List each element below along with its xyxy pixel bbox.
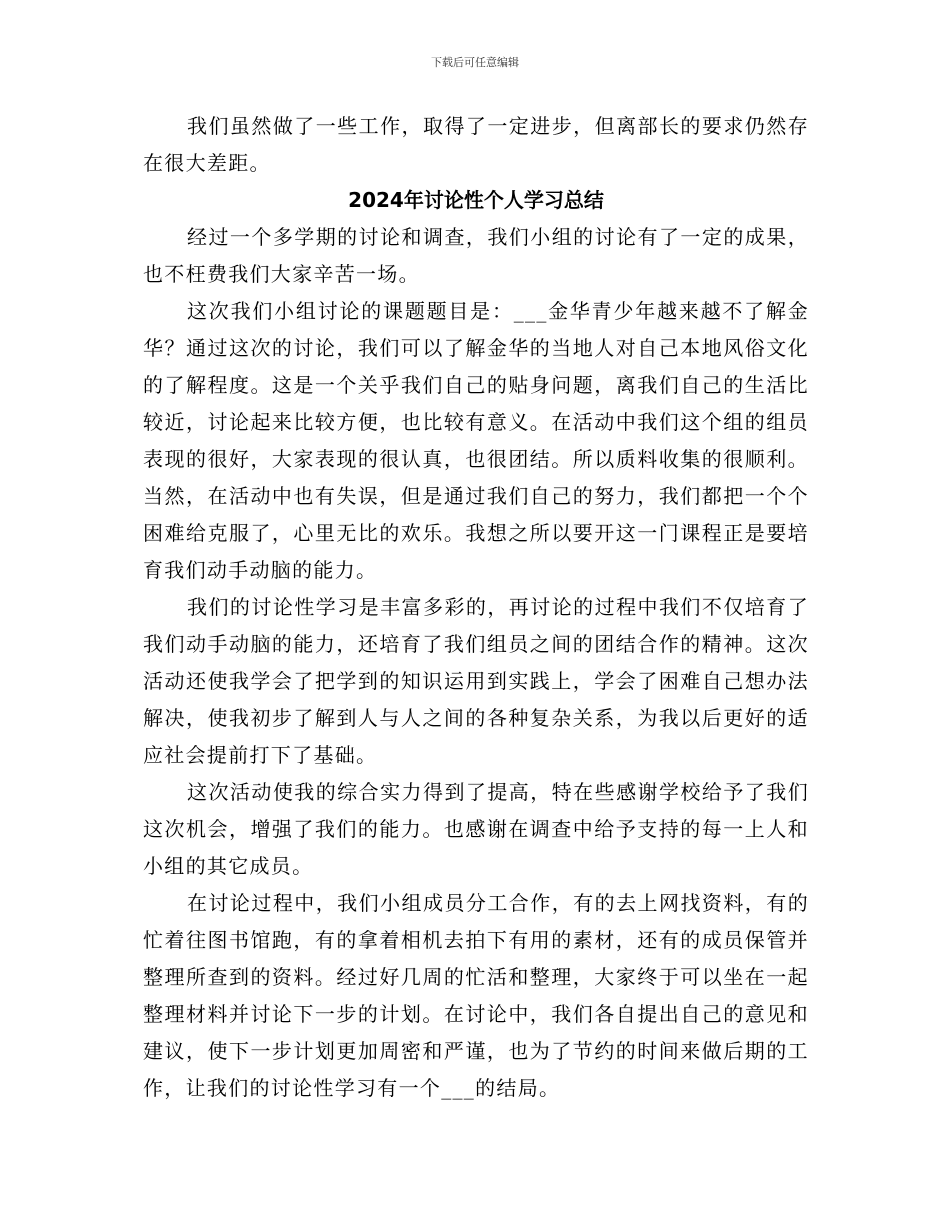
document-body [143,108,809,1107]
document-title: 2024年讨论性个人学习总结 [348,188,604,212]
paragraph-5: 在讨论过程中，我们小组成员分工合作，有的去上网找资料，有的忙着往图书馆跑，有的拿着相机去拍下有用的素材，还有的成员保管并整理所查到的资料。经过好几周的忙活和整理，大家终于可以坐在一起整理材料并讨论下一步的计划。在讨论中，我们各自提出自己的意见和建议，使下一步计划更加周密和严谨，也为了节约的时间来做后期的工作，让我们的讨论性学习有一个___的结局。 [143,891,809,1100]
paragraph-1: 经过一个多学期的讨论和调查，我们小组的讨论有了一定的成果，也不枉费我们大家辛苦一场。 [143,225,809,286]
header-note: 下载后可任意编辑 [431,56,519,69]
paragraph-2: 这次我们小组讨论的课题题目是：___金华青少年越来越不了解金华？通过这次的讨论，我们可以了解金华的当地人对自己本地风俗文化的了解程度。这是一个关乎我们自己的贴身问题，离我们自己的生活比较近，讨论起来比较方便，也比较有意义。在活动中我们这个组的组员表现的很好，大家表现的很认真，也很团结。所以质料收集的很顺利。当然，在活动中也有失误，但是通过我们自己的努力，我们都把一个个困难给克服了，心里无比的欢乐。我想之所以要开这一门课程正是要培育我们动手动脑的能力。 [143,299,809,582]
paragraph-4: 这次活动使我的综合实力得到了提高，特在些感谢学校给予了我们这次机会，增强了我们的能力。也感谢在调查中给予支持的每一上人和小组的其它成员。 [143,780,809,878]
paragraph-3: 我们的讨论性学习是丰富多彩的，再讨论的过程中我们不仅培育了我们动手动脑的能力，还培育了我们组员之间的团结合作的精神。这次活动还使我学会了把学到的知识运用到实践上，学会了困难自己想办法解决，使我初步了解到人与人之间的各种复杂关系，为我以后更好的适应社会提前打下了基础。 [143,595,809,767]
paragraph-intro: 我们虽然做了一些工作，取得了一定进步，但离部长的要求仍然存在很大差距。 [143,114,809,175]
